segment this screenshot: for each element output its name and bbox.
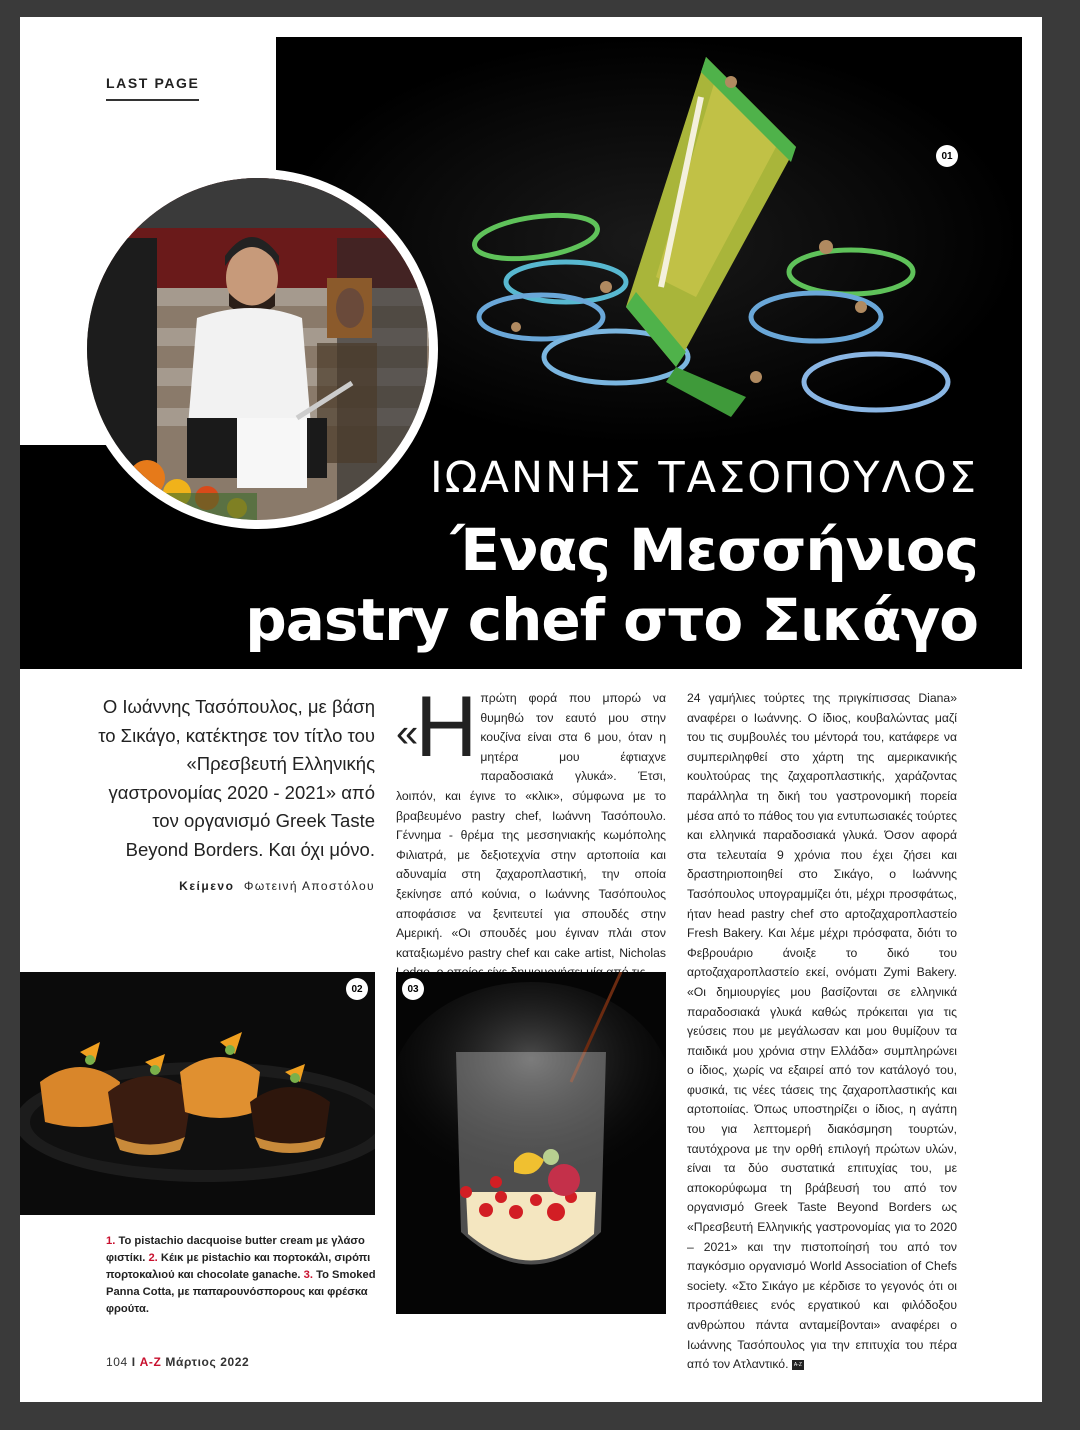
end-mark-icon: A-Z (793, 1361, 802, 1368)
issue-date: Μάρτιος 2022 (165, 1355, 250, 1369)
photo-02 (20, 972, 375, 1215)
page-number: 104 (106, 1355, 128, 1369)
caption-text: Κέικ με pistachio και πορτοκάλι, σιρόπι πορτοκαλιού και chocolate ganache. (106, 1252, 371, 1281)
headline-line-2: pastry chef στο Σικάγο (245, 586, 978, 654)
caption-number: 3. (303, 1269, 313, 1281)
drop-letter: Η (415, 679, 475, 775)
byline-label: Κείμενο (179, 879, 235, 893)
page-footer (106, 1355, 249, 1369)
article-column-2 (687, 689, 957, 1375)
caption-text: Το pistachio dacquoise butter cream με γλάσο φιστίκι. (106, 1235, 365, 1264)
article-column-1 (396, 679, 666, 983)
panna-cotta-image (396, 972, 666, 1314)
photo-captions (106, 1233, 376, 1318)
image-badge-01: 01 (936, 145, 958, 167)
drop-cap (396, 679, 475, 775)
chef-name-heading: ΙΩΑΝΝΗΣ ΤΑΣΟΠΟΥΛΟΣ (429, 453, 978, 503)
article-intro: Ο Ιωάννης Τασόπουλος, με βάση το Σικάγο, κατέκτησε τον τίτλο του «Πρεσβευτή Ελληνικής γαστρονομίας 2020 - 2021» από τον οργανισμό Greek Taste Beyond Borders. Και όχι μόνο. (98, 696, 375, 860)
photo-03 (396, 972, 666, 1314)
chef-photo-image (87, 178, 429, 520)
magazine-page (20, 17, 1042, 1402)
column-1-text: πρώτη φορά που μπορώ να θυμηθώ τον εαυτό μου στην κουζίνα είναι στα 6 μου, όταν η μητέρα μου έφτιαχνε παραδοσιακά γλυκά». Έτσι, λοιπόν, και έγινε το «κλικ», σύμφωνα με το βραβευμένο pastry chef, Ιωάννη Τασόπουλο. Γέννημα - θρέμα της μεσσηνιακής κωμόπολης Φιλιατρά, με δεξιοτεχνία στην αρτοποιία και αδυναμία στη ζαχαροπλαστική, την οποία ξεκίνησε από κούνια, ο Ιωάννης Τασόπουλος αποφάσισε να ξενιτευτεί για σπουδές στην Αμερική. «Οι σπουδές μου έγιναν πλάι στον καταξιωμένο pastry chef και cake artist, Nicholas (396, 691, 666, 960)
image-badge-03: 03 (402, 978, 424, 1000)
drop-quote: « (396, 711, 416, 756)
byline (179, 879, 375, 893)
byline-author: Φωτεινή Αποστόλου (243, 879, 375, 893)
headline-line-1: Ένας Μεσσήνιος (451, 516, 978, 584)
footer-separator: I (131, 1355, 136, 1369)
magazine-brand: A-Z (139, 1355, 162, 1369)
caption-number: 1. (106, 1235, 116, 1247)
caption-text: Το Smoked Panna Cotta, με παπαρουνόσπορους και φρέσκα φρούτα. (106, 1269, 376, 1315)
cakes-image (20, 972, 375, 1215)
column-2-text: 24 γαμήλιες τούρτες της πριγκίπισσας Diana» αναφέρει ο Ιωάννης. Ο ίδιος, κουβαλώντας μαζί του τις συμβουλές του μέντορά του, κατάφερε να συμπεριληφθεί στο χάρτη της αμερικανικής κουλτούρας της ζαχαροπλαστικής, χαράζοντας παράλληλα τη δική του γαστρονομική πορεία μέσα από το πάθος του για εντυπωσιακές τούρτες και ελληνικά παραδοσιακά γλυκά. Όσον αφορά στα τελευταία 9 χρόνια που έχει ζήσει και δραστηριοποιηθεί στο Σικάγο, ο Ιωάννης Τασόπουλος υπογραμμίζει ότι, μέχρι προσφάτως, ήταν head pastry chef στο αρτοζαχαροπλαστείο Fresh Bakery. Και λέμε μέχρι πρόσφατα, διότι το Φεβρουάριο άνοιξε το δικό του αρτοζαχαροπλαστείο εκεί, ονόματι Zymi Bakery. «Οι δημιουργίες μου βασίζονται σε ελληνικά παραδοσιακά γλυκά καθώς πρόκειται για τις γεύσεις που με μεγάλωσαν και μου θυμίζουν τα παιδικά μου χρόνια στην Ελλάδα» συμπληρώνει ο ίδιος, χωρίς να εξαιρεί από τον κατάλογό του, φυσικά, τις νέες τάσεις της ζαχαροπλαστικής και αρτοποιίας. Όπως υποστηρίζει ο ίδιος, η αγάπη του για λεπτομερή διακόσμηση τουρτών, ταυτόχρονα με την ορθή επιλογή πρώτων υλών, είναι τα δύο συστατικά επιτυχίας του, με αποκορύφωμα τη βράβευσή του από τον οργανισμό Greek Taste Beyond Borders ως «Πρεσβευτή Ελληνικής γαστρονομίας για το 2020 – 2021» και την πιστοποίησή του από τον παγκόσμιο οργανισμό World Association of Chefs society. «Στο Σικάγο με κέρδισε το γεγονός ότι οι προσπάθειες ενός εργατικού και φιλόδοξου ανθρώπου πάντα ανταμείβονται» αναφέρει ο Ιωάννης Τασόπουλος για την επιτυχία του πέρα από τον Ατλαντικό. (687, 691, 957, 1372)
section-tag: LAST PAGE (106, 75, 199, 101)
image-badge-02: 02 (346, 978, 368, 1000)
chef-portrait (87, 178, 429, 520)
caption-number: 2. (148, 1252, 158, 1264)
article-headline (245, 515, 978, 655)
